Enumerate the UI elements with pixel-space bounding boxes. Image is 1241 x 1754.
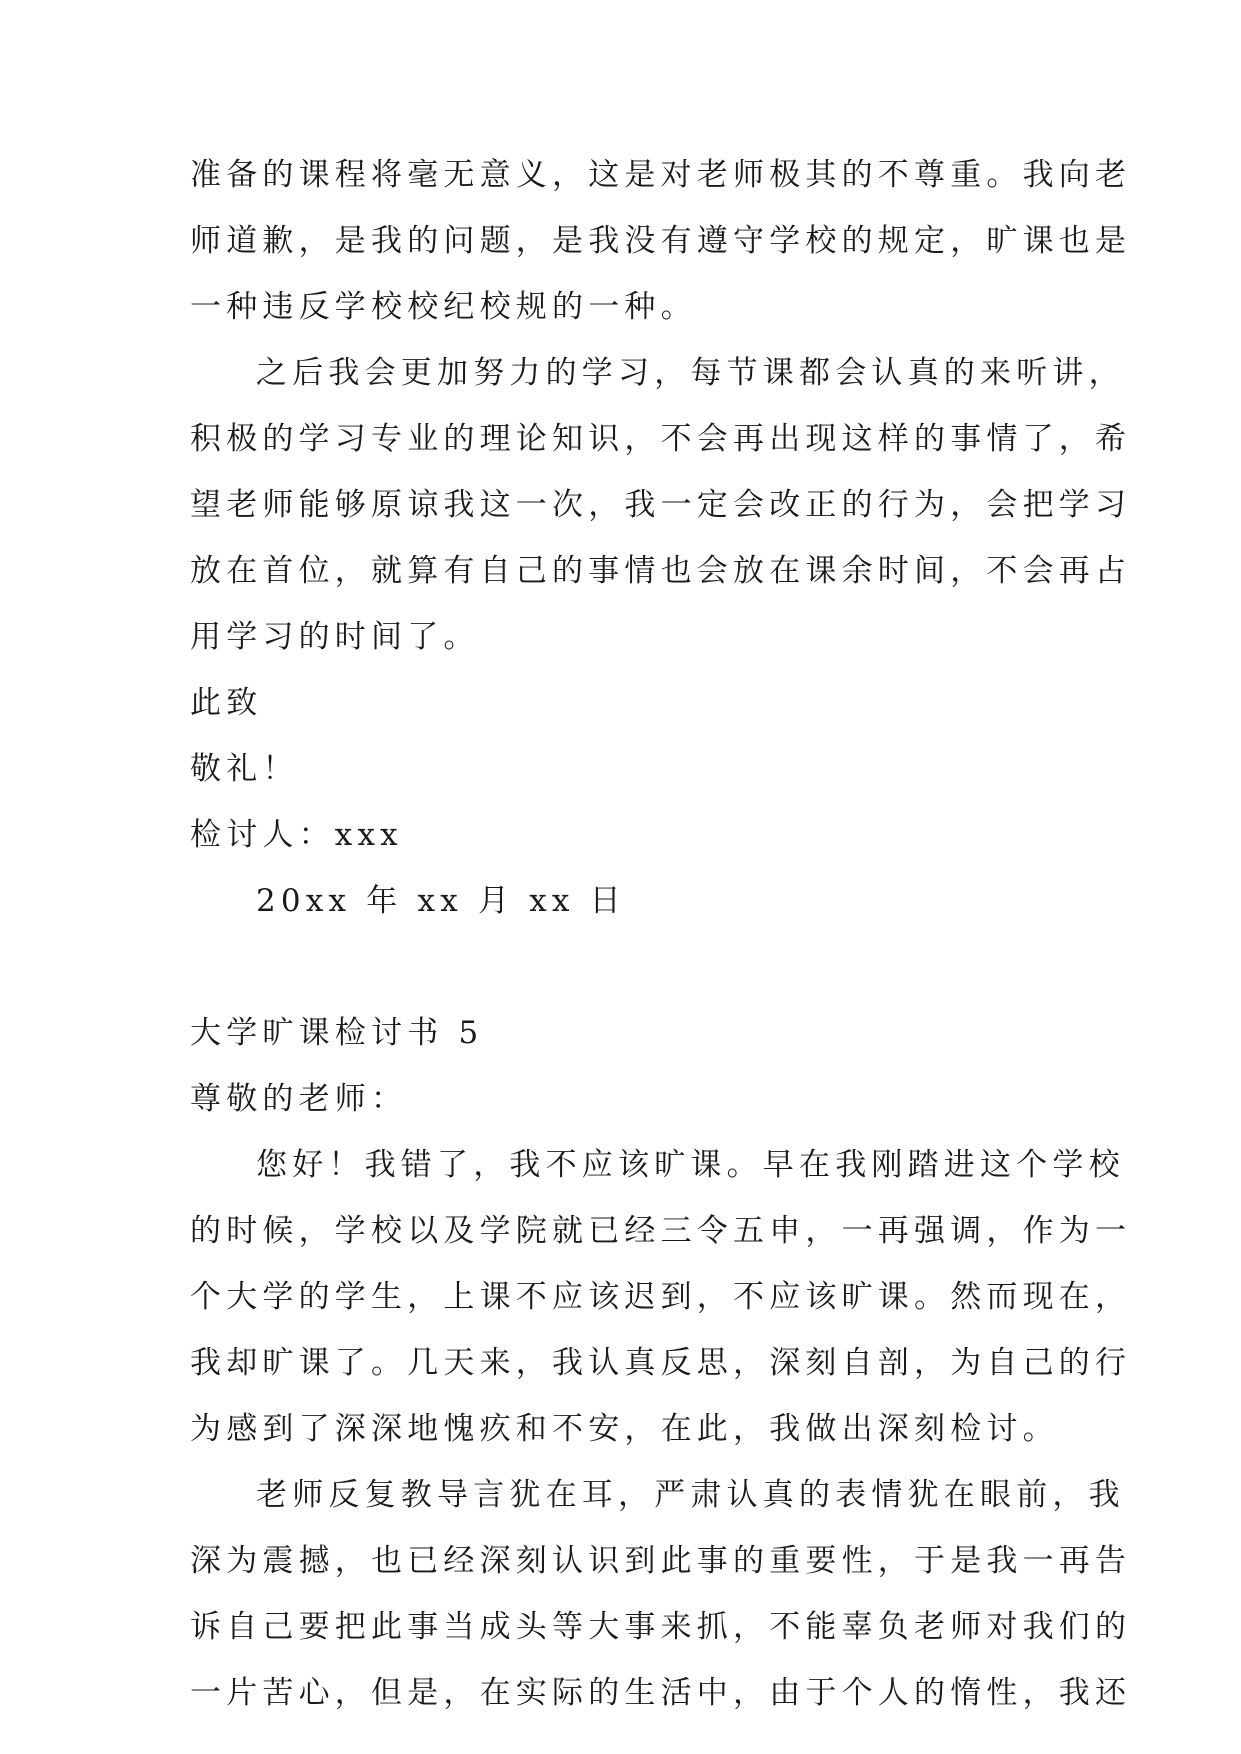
section-title: 大学旷课检讨书 5 <box>190 1015 484 1051</box>
paragraph-line: 您好！我错了，我不应该旷课。早在我刚踏进这个学校 <box>256 1147 1125 1183</box>
closing-jingli: 敬礼！ <box>190 751 299 787</box>
salutation: 尊敬的老师： <box>190 1081 408 1117</box>
paragraph-line: 深为震撼，也已经深刻认识到此事的重要性，于是我一再告 <box>190 1543 1132 1579</box>
paragraph-line: 用学习的时间了。 <box>190 619 480 655</box>
paragraph-line: 一片苦心，但是，在实际的生活中，由于个人的惰性，我还 <box>190 1675 1132 1711</box>
paragraph-line: 师道歉，是我的问题，是我没有遵守学校的规定，旷课也是 <box>190 223 1132 259</box>
paragraph-line: 一种违反学校校纪校规的一种。 <box>190 289 697 325</box>
closing-author: 检讨人：xxx <box>190 817 403 853</box>
paragraph-line: 老师反复教导言犹在耳，严肃认真的表情犹在眼前，我 <box>256 1477 1125 1513</box>
paragraph-line: 积极的学习专业的理论知识，不会再出现这样的事情了，希 <box>190 421 1132 457</box>
closing-date: 20xx 年 xx 月 xx 日 <box>256 883 626 919</box>
paragraph-line: 准备的课程将毫无意义，这是对老师极其的不尊重。我向老 <box>190 157 1132 193</box>
paragraph-line: 放在首位，就算有自己的事情也会放在课余时间，不会再占 <box>190 553 1132 589</box>
paragraph-line: 个大学的学生，上课不应该迟到，不应该旷课。然而现在， <box>190 1279 1132 1315</box>
document-body <box>190 155 1132 1739</box>
paragraph-line: 望老师能够原谅我这一次，我一定会改正的行为，会把学习 <box>190 487 1132 523</box>
closing-cizhi: 此致 <box>190 685 263 721</box>
paragraph-line: 之后我会更加努力的学习，每节课都会认真的来听讲， <box>256 355 1125 391</box>
paragraph-line: 的时候，学校以及学院就已经三令五申，一再强调，作为一 <box>190 1213 1132 1249</box>
paragraph-line: 诉自己要把此事当成头等大事来抓，不能辜负老师对我们的 <box>190 1609 1132 1645</box>
paragraph-line: 为感到了深深地愧疚和不安，在此，我做出深刻检讨。 <box>190 1411 1059 1447</box>
section-spacer <box>190 947 1060 1013</box>
paragraph-line: 我却旷课了。几天来，我认真反思，深刻自剖，为自己的行 <box>190 1345 1132 1381</box>
